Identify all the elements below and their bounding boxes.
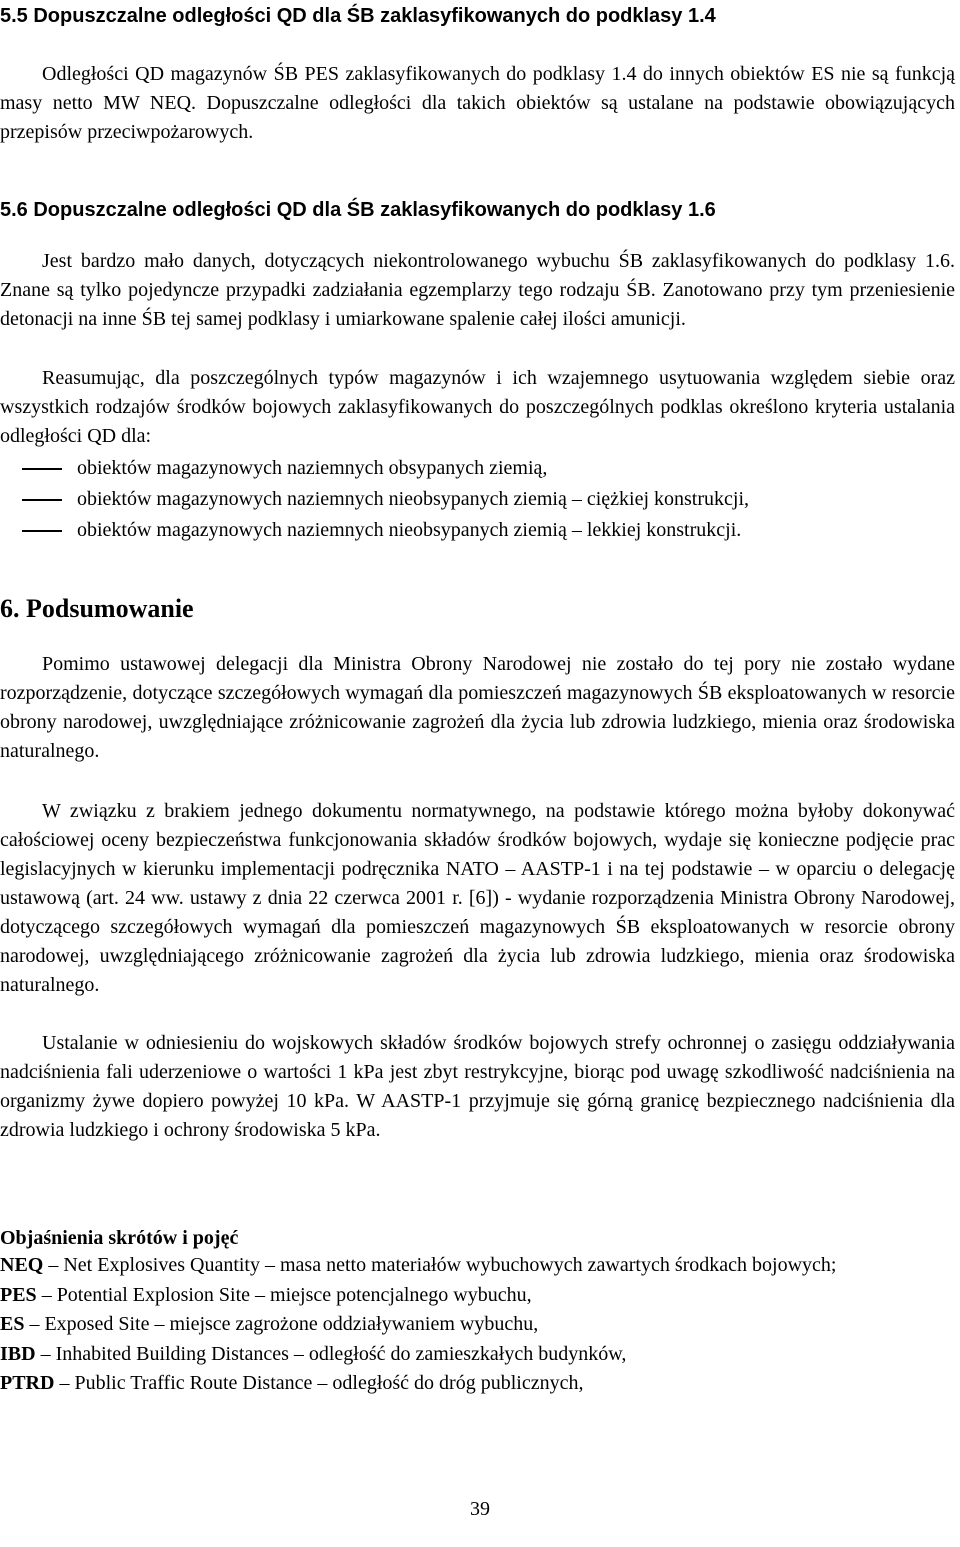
glossary-item	[0, 1281, 955, 1311]
glossary-definition: – Inhabited Building Distances – odległość do zamieszkałych budynków,	[40, 1342, 627, 1365]
dash-bullet-icon	[22, 499, 62, 501]
list-item	[0, 484, 955, 515]
glossary-item	[0, 1251, 955, 1281]
storage-criteria-list	[0, 453, 955, 546]
glossary-item	[0, 1340, 955, 1370]
section-5-6-paragraph-2-text: Reasumując, dla poszczególnych typów magazynów i ich wzajemnego usytuowania względem siebie oraz wszystkich rodzajów środków bojowych zaklasyfikowanych do poszczególnych podklas określono kryteria ustalania odległości QD dla:	[0, 367, 955, 447]
glossary-definition: – Exposed Site – miejsce zagrożone oddziaływaniem wybuchu,	[29, 1313, 539, 1335]
glossary-list	[0, 1251, 955, 1399]
dash-bullet-icon	[22, 468, 62, 470]
list-item	[0, 453, 955, 484]
glossary-definition: – Potential Explosion Site – miejsce potencjalnego wybuchu,	[41, 1283, 532, 1306]
dash-bullet-icon	[22, 530, 62, 532]
glossary-abbr: PES	[0, 1283, 37, 1306]
glossary-definition: – Net Explosives Quantity – masa netto materiałów wybuchowych zawartych środkach bojowych;	[48, 1254, 837, 1276]
glossary-abbr: IBD	[0, 1342, 36, 1365]
section-6-paragraph-2-text: W związku z brakiem jednego dokumentu normatywnego, na podstawie którego można byłoby dokonywać całościowej oceny bezpieczeństwa funkcjonowania składów środków bojowych, wydaje się konieczne podjęcie prac legislacyjnych w kierunku implementacji podręcznika NATO – AASTP-1 i na tej podstawie – w oparciu o delegację ustawową (art. 24 ww. ustawy z dnia 22 czerwca 2001 r. [6]) - wydanie rozporządzenia Ministra Obrony Narodowej, dotyczącego szczegółowych wymagań dla pomieszczeń magazynowych ŚB eksploatowanych w resorcie obrony narodowej, uwzględniającego zróżnicowanie zagrożeń dla życia lub zdrowia ludzkiego, mienia oraz środowiska naturalnego.	[0, 800, 955, 996]
section-6-paragraph-3	[0, 1029, 955, 1145]
glossary-abbr: NEQ	[0, 1254, 44, 1276]
section-heading-5-5: 5.5 Dopuszczalne odległości QD dla ŚB zaklasyfikowanych do podklasy 1.4	[0, 5, 716, 27]
glossary-abbr: PTRD	[0, 1372, 55, 1394]
glossary-item	[0, 1310, 955, 1340]
section-heading-6: 6. Podsumowanie	[0, 594, 194, 623]
section-6-paragraph-1	[0, 650, 955, 766]
list-item	[0, 515, 955, 546]
list-item-text: obiektów magazynowych naziemnych obsypanych ziemią,	[77, 457, 548, 479]
glossary-abbr: ES	[0, 1313, 25, 1335]
section-5-6-paragraph-1	[0, 247, 955, 334]
page-number: 39	[470, 1498, 490, 1520]
section-6-paragraph-3-text: Ustalanie w odniesieniu do wojskowych składów środków bojowych strefy ochronnej o zasięgu oddziaływania nadciśnienia fali uderzeniowe o wartości 1 kPa jest zbyt restrykcyjne, biorąc pod uwagę szkodliwość nadciśnienia na organizmy żywe dopiero powyżej 10 kPa. W AASTP-1 przyjmuje się górną granicę bezpiecznego nadciśnienia dla zdrowia ludzkiego i ochrony środowiska 5 kPa.	[0, 1032, 955, 1141]
section-6-paragraph-2	[0, 797, 955, 1000]
glossary-title: Objaśnienia skrótów i pojęć	[0, 1227, 239, 1249]
list-item-text: obiektów magazynowych naziemnych nieobsypanych ziemią – lekkiej konstrukcji.	[77, 519, 742, 541]
section-6-paragraph-1-text: Pomimo ustawowej delegacji dla Ministra Obrony Narodowej nie zostało do tej pory nie zostało wydane rozporządzenie, dotyczące szczegółowych wymagań dla pomieszczeń magazynowych ŚB eksploatowanych w resorcie obrony narodowej, uwzględniające zróżnicowanie zagrożeń dla życia lub zdrowia ludzkiego, mienia oraz środowiska naturalnego.	[0, 653, 955, 762]
list-item-text: obiektów magazynowych naziemnych nieobsypanych ziemią – ciężkiej konstrukcji,	[77, 488, 750, 510]
section-heading-5-6: 5.6 Dopuszczalne odległości QD dla ŚB zaklasyfikowanych do podklasy 1.6	[0, 199, 716, 221]
section-5-5-paragraph-text: Odległości QD magazynów ŚB PES zaklasyfikowanych do podklasy 1.4 do innych obiektów ES nie są funkcją masy netto MW NEQ. Dopuszczalne odległości dla takich obiektów są ustalane na podstawie obowiązujących przepisów przeciwpożarowych.	[0, 63, 955, 143]
section-5-6-paragraph-2	[0, 364, 955, 451]
glossary-item	[0, 1369, 955, 1399]
glossary-definition: – Public Traffic Route Distance – odległość do dróg publicznych,	[59, 1372, 584, 1394]
section-5-6-paragraph-1-text: Jest bardzo mało danych, dotyczących niekontrolowanego wybuchu ŚB zaklasyfikowanych do podklasy 1.6. Znane są tylko pojedyncze przypadki zadziałania egzemplarzy tego rodzaju ŚB. Zanotowano przy tym przeniesienie detonacji na inne ŚB tej samej podklasy i umiarkowane spalenie całej ilości amunicji.	[0, 250, 955, 330]
section-5-5-paragraph	[0, 60, 955, 147]
